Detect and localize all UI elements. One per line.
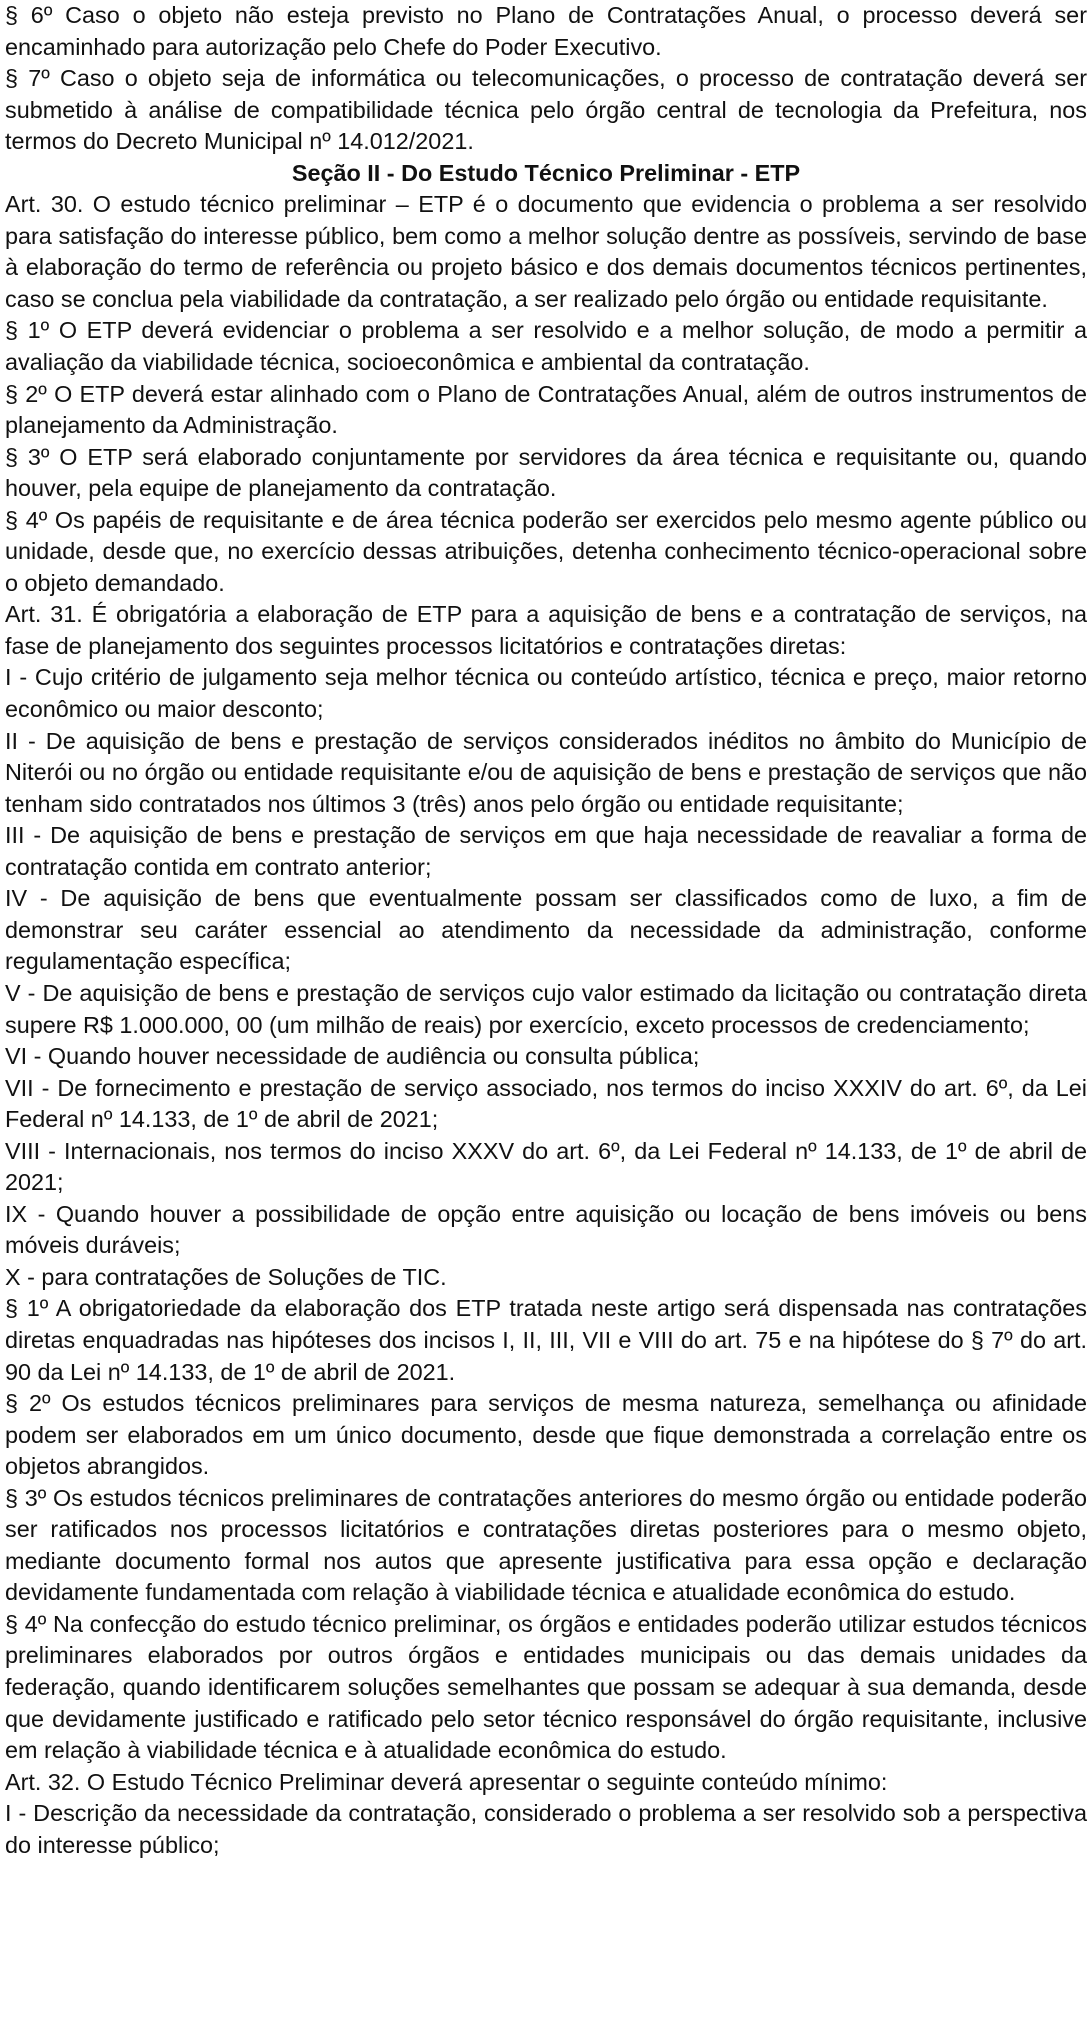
paragraph-art31-par1: § 1º A obrigatoriedade da elaboração dos ETP tratada neste artigo será dispensada nas contratações diretas enquadradas nas hipóteses dos incisos I, II, III, VII e VIII do art. 75 e na hipótese do § 7º do art. 90 da Lei nº 14.133, de 1º de abril de 2021. (5, 1295, 1087, 1385)
paragraph-art31-inciso-iii: III - De aquisição de bens e prestação de serviços em que haja necessidade de reavaliar a forma de contratação contida em contrato anterior; (5, 822, 1087, 880)
paragraph-art31-par3: § 3º Os estudos técnicos preliminares de contratações anteriores do mesmo órgão ou entidade poderão ser ratificados nos processos licitatórios e contratações diretas posteriores para o mesmo objeto, mediante documento formal nos autos que apresente justificativa para essa opção e declaração devidamente fundamentada com relação à viabilidade técnica e atualidade econômica do estudo. (5, 1484, 1087, 1606)
section-heading: Seção II - Do Estudo Técnico Preliminar - ETP (291, 159, 801, 186)
paragraph-art30-par4: § 4º Os papéis de requisitante e de área técnica poderão ser exercidos pelo mesmo agente público ou unidade, desde que, no exercício dessas atribuições, detenha conhecimento técnico-operacional sobre o objeto demandado. (5, 506, 1087, 596)
paragraph-art31-inciso-ii: II - De aquisição de bens e prestação de serviços considerados inéditos no âmbito do Município de Niterói ou no órgão ou entidade requisitante e/ou de aquisição de bens e prestação de serviços que não tenham sido contratados nos últimos 3 (três) anos pelo órgão ou entidade requisitante; (5, 727, 1087, 817)
paragraph-art31-par4: § 4º Na confecção do estudo técnico preliminar, os órgãos e entidades poderão utilizar estudos técnicos preliminares elaborados por outros órgãos e entidades municipais ou das demais unidades da federação, quando identificarem soluções semelhantes que possam se adequar à sua demanda, desde que devidamente justificado e ratificado pelo setor técnico responsável do órgão requisitante, inclusive em relação à viabilidade técnica e à atualidade econômica do estudo. (5, 1610, 1087, 1764)
paragraph-art30: Art. 30. O estudo técnico preliminar – ETP é o documento que evidencia o problema a ser resolvido para satisfação do interesse público, bem como a melhor solução dentre as possíveis, servindo de base à elaboração do termo de referência ou projeto básico e dos demais documentos técnicos pertinentes, caso se conclua pela viabilidade da contratação, a ser realizado pelo órgão ou entidade requisitante. (5, 191, 1087, 312)
paragraph-art31-inciso-i: I - Cujo critério de julgamento seja melhor técnica ou conteúdo artístico, técnica e preço, maior retorno econômico ou maior desconto; (5, 664, 1087, 723)
paragraph-art29-par7: § 7º Caso o objeto seja de informática ou telecomunicações, o processo de contratação deverá ser submetido à análise de compatibilidade técnica pelo órgão central de tecnologia da Prefeitura, nos termos do Decreto Municipal nº 14.012/2021. (5, 65, 1087, 155)
paragraph-art30-par3: § 3º O ETP será elaborado conjuntamente por servidores da área técnica e requisitante ou, quando houver, pela equipe de planejamento da contratação. (5, 443, 1087, 502)
paragraph-art31-inciso-v: V - De aquisição de bens e prestação de serviços cujo valor estimado da licitação ou contratação direta supere R$ 1.000.000, 00 (um milhão de reais) por exercício, exceto processos de credenciamento; (5, 979, 1087, 1038)
paragraph-art31: Art. 31. É obrigatória a elaboração de ETP para a aquisição de bens e a contratação de serviços, na fase de planejamento dos seguintes processos licitatórios e contratações diretas: (5, 601, 1087, 659)
paragraph-art32: Art. 32. O Estudo Técnico Preliminar deverá apresentar o seguinte conteúdo mínimo: (5, 1768, 888, 1795)
paragraph-art31-inciso-vi: VI - Quando houver necessidade de audiência ou consulta pública; (5, 1043, 700, 1070)
paragraph-art31-par2: § 2º Os estudos técnicos preliminares para serviços de mesma natureza, semelhança ou afinidade podem ser elaborados em um único documento, desde que fique demonstrada a correlação entre os objetos abrangidos. (5, 1390, 1087, 1480)
paragraph-art31-inciso-iv: IV - De aquisição de bens que eventualmente possam ser classificados como de luxo, a fim de demonstrar seu caráter essencial ao atendimento da necessidade da administração, conforme regulamentação específica; (5, 885, 1087, 975)
paragraph-art31-inciso-ix: IX - Quando houver a possibilidade de opção entre aquisição ou locação de bens imóveis ou bens móveis duráveis; (5, 1200, 1087, 1259)
paragraph-art32-inciso-i: I - Descrição da necessidade da contratação, considerado o problema a ser resolvido sob a perspectiva do interesse público; (5, 1800, 1087, 1858)
paragraph-art30-par1: § 1º O ETP deverá evidenciar o problema a ser resolvido e a melhor solução, de modo a permitir a avaliação da viabilidade técnica, socioeconômica e ambiental da contratação. (5, 317, 1087, 376)
paragraph-art31-inciso-viii: VIII - Internacionais, nos termos do inciso XXXV do art. 6º, da Lei Federal nº 14.133, de 1º de abril de 2021; (5, 1137, 1087, 1196)
paragraph-art31-inciso-vii: VII - De fornecimento e prestação de serviço associado, nos termos do inciso XXXIV do art. 6º, da Lei Federal nº 14.133, de 1º de abril de 2021; (5, 1074, 1087, 1133)
paragraph-art31-inciso-x: X - para contratações de Soluções de TIC. (5, 1263, 447, 1290)
paragraph-art29-par6: § 6º Caso o objeto não esteja previsto no Plano de Contratações Anual, o processo deverá ser encaminhado para autorização pelo Chefe do Poder Executivo. (5, 2, 1087, 60)
paragraph-art30-par2: § 2º O ETP deverá estar alinhado com o Plano de Contratações Anual, além de outros instrumentos de planejamento da Administração. (5, 380, 1087, 439)
